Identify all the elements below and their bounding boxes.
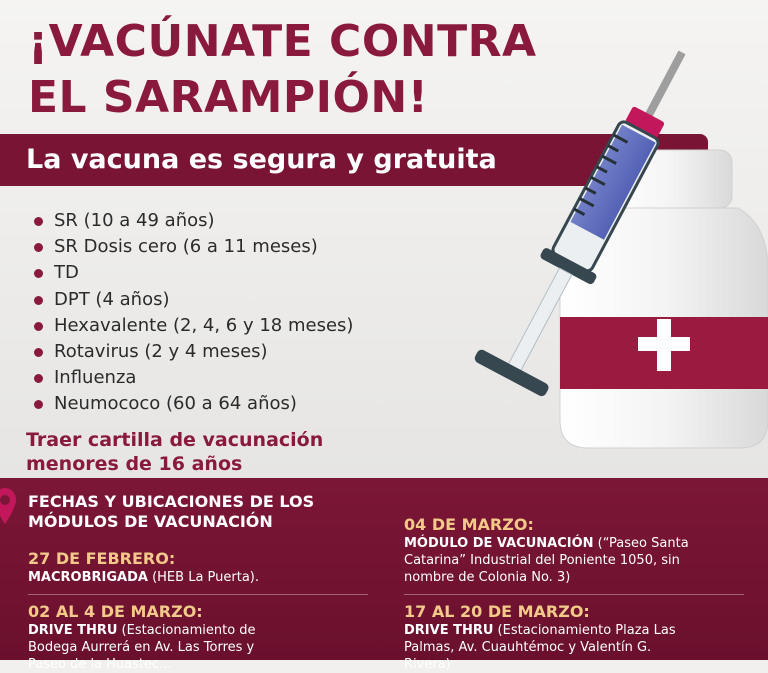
list-item: Rotavirus (2 y 4 meses)	[32, 339, 353, 365]
location-type: MACROBRIGADA	[28, 570, 148, 585]
locations-title-line-1: FECHAS Y UBICACIONES DE LOS	[28, 492, 315, 511]
requirement-note	[26, 428, 323, 476]
vaccine-list	[32, 208, 353, 418]
location-description	[404, 622, 764, 673]
divider	[28, 594, 368, 595]
location-date: 27 DE FEBRERO:	[28, 549, 176, 568]
list-item: Hexavalente (2, 4, 6 y 18 meses)	[32, 313, 353, 339]
locations-title	[28, 492, 314, 532]
list-item: DPT (4 años)	[32, 287, 353, 313]
title-line-2: EL SARAMPIÓN!	[28, 72, 429, 123]
note-line-1: Traer cartilla de vacunación	[26, 429, 324, 451]
list-item: SR Dosis cero (6 a 11 meses)	[32, 234, 353, 260]
list-item: Influenza	[32, 365, 353, 391]
location-description	[404, 535, 764, 586]
list-item: SR (10 a 49 años)	[32, 208, 353, 234]
location-text: Bodega Aurrerá en Av. Las Torres y	[28, 640, 255, 655]
location-type: DRIVE THRU	[28, 623, 118, 638]
title-line-1: ¡VACÚNATE CONTRA	[28, 16, 537, 67]
location-date: 17 AL 20 DE MARZO:	[404, 602, 590, 621]
location-text: Rivera)	[404, 657, 451, 672]
location-date: 04 DE MARZO:	[404, 515, 534, 534]
subtitle: La vacuna es segura y gratuita	[26, 144, 497, 175]
location-text: (Estacionamiento de	[117, 623, 256, 638]
vaccine-illustration	[440, 20, 768, 480]
location-text: Paseo de la Huastec...	[28, 657, 172, 672]
divider	[404, 594, 744, 595]
location-description	[28, 622, 388, 673]
locations-title-line-2: MÓDULOS DE VACUNACIÓN	[28, 512, 273, 531]
location-date: 02 AL 4 DE MARZO:	[28, 602, 203, 621]
location-description	[28, 569, 388, 586]
note-line-2: menores de 16 años	[26, 453, 243, 475]
list-item: TD	[32, 260, 353, 286]
location-text: Palmas, Av. Cuauhtémoc y Valentín G.	[404, 640, 652, 655]
location-pin-icon	[0, 486, 16, 526]
location-text: (“Paseo Santa	[593, 536, 689, 551]
list-item: Neumococo (60 a 64 años)	[32, 391, 353, 417]
location-type: MÓDULO DE VACUNACIÓN	[404, 536, 594, 551]
location-text: nombre de Colonia No. 3)	[404, 570, 571, 585]
location-type: DRIVE THRU	[404, 623, 494, 638]
location-text: (HEB La Puerta).	[147, 570, 259, 585]
location-text: (Estacionamiento Plaza Las	[493, 623, 676, 638]
location-text: Catarina” Industrial del Poniente 1050, sin	[404, 553, 680, 568]
